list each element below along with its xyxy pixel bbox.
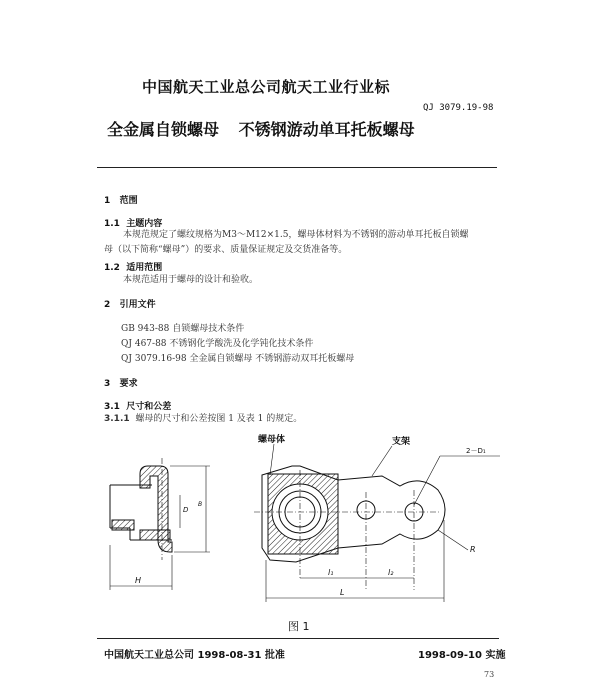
approval-date: 中国航天工业总公司 1998-08-31 批准 — [104, 650, 285, 661]
figure-caption: 图 1 — [288, 620, 310, 633]
label-bracket: 支架 — [392, 437, 411, 447]
section-text: 螺母的尺寸和公差按图 1 及表 1 的规定。 — [135, 414, 303, 424]
leader-nut — [270, 444, 274, 475]
leader-bracket — [372, 446, 392, 476]
section-number: 3 — [104, 379, 111, 389]
leader-R — [438, 530, 468, 550]
standard-code: QJ 3079.19-98 — [423, 103, 494, 113]
implementation-date: 1998-09-10 实施 — [418, 650, 506, 661]
section-number: 1.1 — [104, 219, 120, 229]
reference-2: QJ 467-88 不锈钢化学酸洗及化学钝化技术条件 — [121, 339, 314, 349]
issuing-organization: 中国航天工业总公司航天工业行业标 — [142, 78, 391, 96]
section-1-2-text: 本规范适用于螺母的设计和验收。 — [123, 275, 259, 285]
page-number: 73 — [484, 670, 495, 679]
section-title: 主题内容 — [126, 219, 163, 229]
section-number: 2 — [104, 300, 111, 310]
label-l1: l₁ — [328, 568, 334, 577]
bracket-lower-hatched — [140, 530, 170, 540]
section-title: 适用范围 — [126, 263, 163, 273]
footer-divider — [97, 638, 499, 639]
document-title: 全金属自锁螺母 不锈钢游动单耳托板螺母 — [107, 120, 415, 139]
label-holes: 2－D₁ — [466, 447, 486, 455]
side-section-view — [110, 458, 210, 590]
section-1-1-text-line2: 母（以下简称“螺母”）的要求、质量保证规定及交货准备等。 — [104, 245, 348, 255]
plan-view — [254, 444, 500, 602]
label-B: B — [198, 501, 203, 508]
label-L: L — [340, 588, 345, 597]
label-H: H — [135, 576, 142, 585]
label-nut-body: 螺母体 — [258, 435, 286, 445]
label-D: D — [183, 506, 189, 514]
reference-1: GB 943-88 自锁螺母技术条件 — [121, 324, 245, 334]
section-number: 1.2 — [104, 263, 120, 273]
section-title: 要求 — [119, 379, 138, 389]
section-number: 3.1 — [104, 402, 120, 412]
section-title: 范围 — [119, 196, 138, 206]
section-1-1-text-line1: 本规范规定了螺纹规格为M3～M12×1.5，螺母体材料为不锈钢的游动单耳托板自锁螺 — [123, 230, 469, 240]
label-R: R — [470, 545, 476, 554]
label-l2: l₂ — [388, 568, 394, 577]
section-title: 引用文件 — [119, 300, 156, 310]
section-number: 3.1.1 — [104, 414, 130, 424]
bracket-hatched-part — [112, 520, 134, 530]
reference-3: QJ 3079.16-98 全金属自锁螺母 不锈钢游动双耳托板螺母 — [121, 354, 355, 364]
section-title: 尺寸和公差 — [126, 402, 172, 412]
section-number: 1 — [104, 196, 111, 206]
